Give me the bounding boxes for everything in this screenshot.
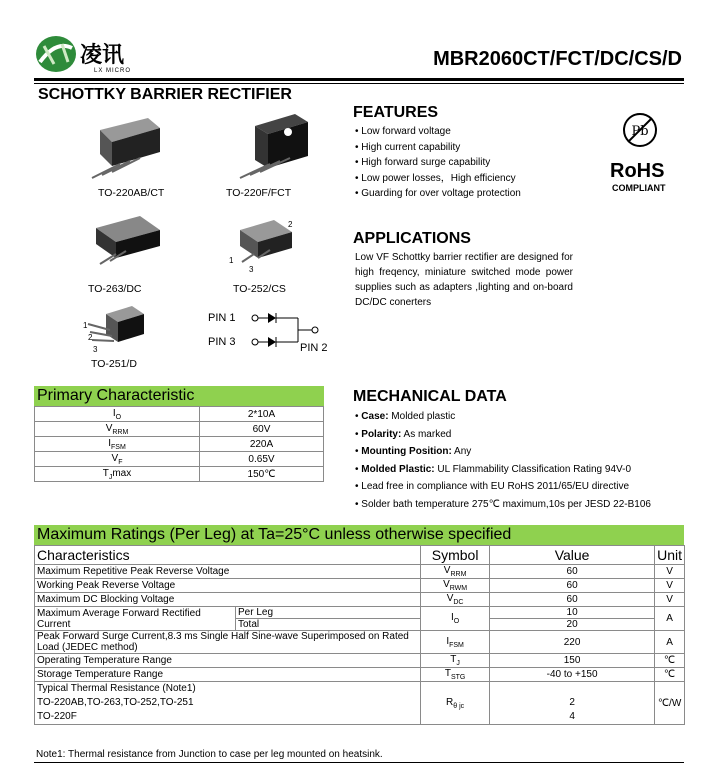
logo-subtitle: LX MICRO <box>94 68 132 74</box>
rohs-label: RoHS <box>610 160 665 182</box>
feature-item: • High current capability <box>355 140 521 156</box>
ratings-title: Maximum Ratings (Per Leg) at Ta=25°C unless otherwise specified <box>37 526 512 543</box>
table-row: Working Peak Reverse Voltage $V_{RWM}$ 60 V <box>35 579 685 593</box>
applications-title: APPLICATIONS <box>353 230 471 247</box>
diode-schematic <box>250 310 330 350</box>
feature-item: • Guarding for over voltage protection <box>355 186 521 202</box>
mechanical-item: • Polarity: As marked <box>355 426 651 444</box>
table-row: Peak Forward Surge Current,8.3 ms Single Half Sine-wave Superimposed on Rated Load (JEDEC method) $I_{FSM}$ 220 A <box>35 631 685 654</box>
to220f-drawing <box>240 114 308 178</box>
table-row: Typical Thermal Resistance (Note1) TO-220AB,TO-263,TO-252,TO-251 TO-220F $R_{\theta jc}$ 2 4 ℃/W <box>35 682 685 725</box>
pin3-label: PIN 3 <box>208 336 236 348</box>
lead-symbol: Pb <box>631 124 649 139</box>
mechanical-title: MECHANICAL DATA <box>353 388 507 405</box>
feature-item: • Low power losses，High efficiency <box>355 171 521 187</box>
feature-item: • Low forward voltage <box>355 124 521 140</box>
mechanical-item: • Solder bath temperature 275℃ maximum,10s per JESD 22-B106 <box>355 496 651 514</box>
note-underline <box>34 762 684 763</box>
mechanical-item: • Molded Plastic: UL Flammability Classification Rating 94V-0 <box>355 461 651 479</box>
pin-number: 1 <box>83 321 88 330</box>
header-rule-thick <box>34 78 684 81</box>
table-row: Maximum Repetitive Peak Reverse Voltage $V_{RRM}$ 60 V <box>35 565 685 579</box>
table-row: $I_O$ 2*10A <box>35 407 324 422</box>
pin-number: 2 <box>88 333 93 342</box>
rohs-compliant: COMPLIANT <box>612 183 666 193</box>
package-label: TO-252/CS <box>233 283 286 295</box>
part-number: MBR2060CT/FCT/DC/CS/D <box>433 48 682 70</box>
ratings-note: Note1: Thermal resistance from Junction to case per leg mounted on heatsink. <box>36 749 383 760</box>
to252-drawing <box>240 220 292 262</box>
mechanical-item: • Mounting Position: Any <box>355 443 651 461</box>
table-header-row: Characteristics Symbol Value Unit <box>35 546 685 565</box>
logo-chinese-name: 凌讯 <box>80 42 125 68</box>
applications-text: Low VF Schottky barrier rectifier are designed for high freqency, miniature switched mode power supplies such as adapters ,lighting and on-board DC/DC conerters <box>355 252 573 308</box>
no-lead-icon <box>622 112 658 148</box>
primary-title: Primary Characteristic <box>37 387 195 404</box>
primary-table <box>34 406 324 482</box>
pin-number: 3 <box>93 345 98 354</box>
package-label: TO-251/D <box>91 358 137 370</box>
table-row: $I_{FSM}$ 220A <box>35 437 324 452</box>
pin-number: 3 <box>249 265 254 274</box>
pin-number: 2 <box>288 220 293 229</box>
company-logo <box>34 34 78 74</box>
pin-number: 1 <box>229 256 234 265</box>
package-label: TO-220AB/CT <box>98 187 165 199</box>
to220ab-drawing <box>92 118 160 178</box>
mechanical-item: • Case: Molded plastic <box>355 408 651 426</box>
header-rule-thin <box>34 83 684 84</box>
table-row: Maximum DC Blocking Voltage $V_{DC}$ 60 V <box>35 593 685 607</box>
ratings-table <box>34 545 685 725</box>
feature-item: • High forward surge capability <box>355 155 521 171</box>
mechanical-item: • Lead free in compliance with EU RoHS 2011/65/EU directive <box>355 478 651 496</box>
pin1-label: PIN 1 <box>208 312 236 324</box>
to251-drawing <box>88 306 144 342</box>
package-label: TO-220F/FCT <box>226 187 292 199</box>
table-row: $V_{RRM}$ 60V <box>35 422 324 437</box>
features-title: FEATURES <box>353 104 439 121</box>
to263-drawing <box>96 216 160 264</box>
table-row: $T_J\max$ 150℃ <box>35 467 324 482</box>
table-row: Storage Temperature Range $T_{STG}$ -40 to +150 ℃ <box>35 668 685 682</box>
mechanical-list <box>355 408 651 513</box>
page-title: SCHOTTKY BARRIER RECTIFIER <box>38 86 292 103</box>
table-row: Operating Temperature Range $T_J$ 150 ℃ <box>35 654 685 668</box>
table-row: Total 20 <box>35 619 685 631</box>
table-row: $V_F$ 0.65V <box>35 452 324 467</box>
table-row: Maximum Average Forward Rectified Current Per Leg $I_O$ 10 A <box>35 607 685 619</box>
package-label: TO-263/DC <box>88 283 142 295</box>
pin2-label: PIN 2 <box>300 342 328 354</box>
features-list <box>355 124 521 202</box>
